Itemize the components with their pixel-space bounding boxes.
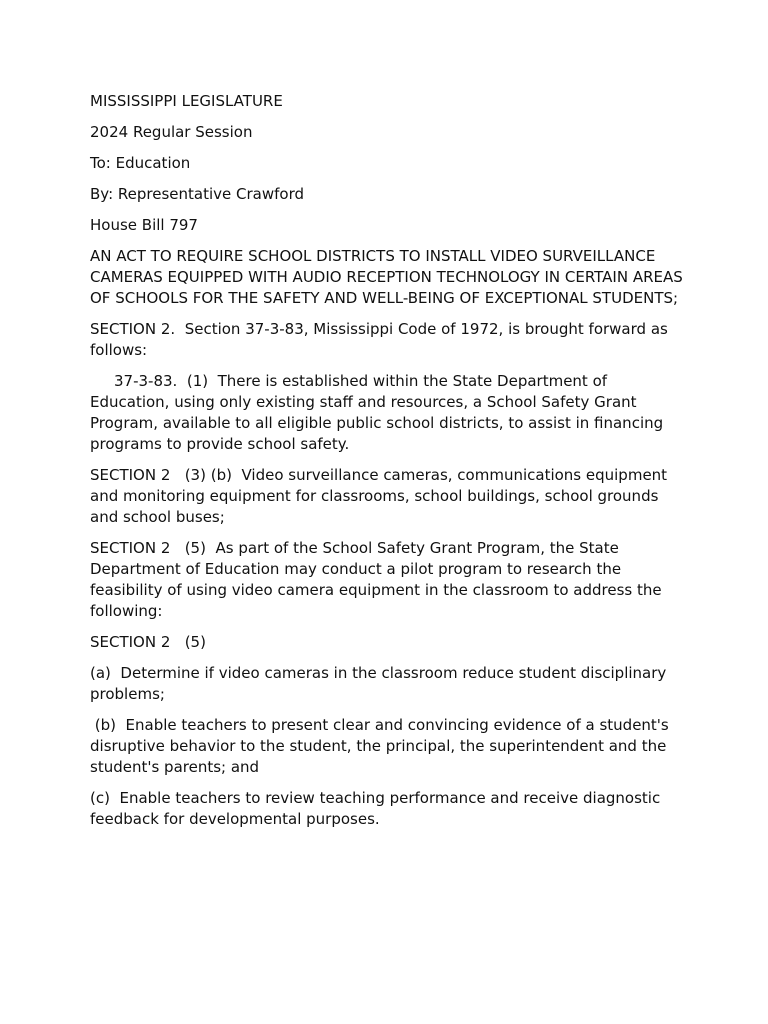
list-item-c: (c) Enable teachers to review teaching performance and receive diagnostic feedback for developmental purposes. [90, 789, 665, 828]
section2-5-heading: SECTION 2 (5) [90, 633, 206, 651]
list-item-a: (a) Determine if video cameras in the classroom reduce student disciplinary problems; [90, 664, 672, 703]
section2-intro: SECTION 2. Section 37-3-83, Mississippi Code of 1972, is brought forward as follows: [90, 320, 673, 359]
list-item-b: (b) Enable teachers to present clear and convincing evidence of a student's disruptive behavior to the student, the principal, the superintendent and the student's parents; and [90, 716, 674, 776]
act-title: AN ACT TO REQUIRE SCHOOL DISTRICTS TO INSTALL VIDEO SURVEILLANCE CAMERAS EQUIPPED WITH AUDIO RECEPTION TECHNOLOGY IN CERTAIN AREAS OF SCHOOLS FOR THE SAFETY AND WELL-BEING OF EXCEPTIONAL STUDENTS; [90, 247, 688, 307]
committee-line: To: Education [90, 154, 191, 172]
section2-5-text: SECTION 2 (5) As part of the School Safety Grant Program, the State Department of Education may conduct a pilot program to research the feasibility of using video camera equipment in the classroom to address the following: [90, 539, 667, 620]
legislature-heading: MISSISSIPPI LEGISLATURE [90, 92, 283, 110]
session-line: 2024 Regular Session [90, 123, 253, 141]
document-page [90, 91, 690, 840]
bill-number: House Bill 797 [90, 216, 198, 234]
section-37-3-83-text: 37-3-83. (1) There is established within the State Department of Education, using only existing staff and resources, a School Safety Grant Program, available to all eligible public school districts, to assist in financing programs to provide school safety. [90, 372, 668, 453]
section2-3b-text: SECTION 2 (3) (b) Video surveillance cameras, communications equipment and monitoring equipment for classrooms, school buildings, school grounds and school buses; [90, 466, 672, 526]
sponsor-line: By: Representative Crawford [90, 185, 304, 203]
